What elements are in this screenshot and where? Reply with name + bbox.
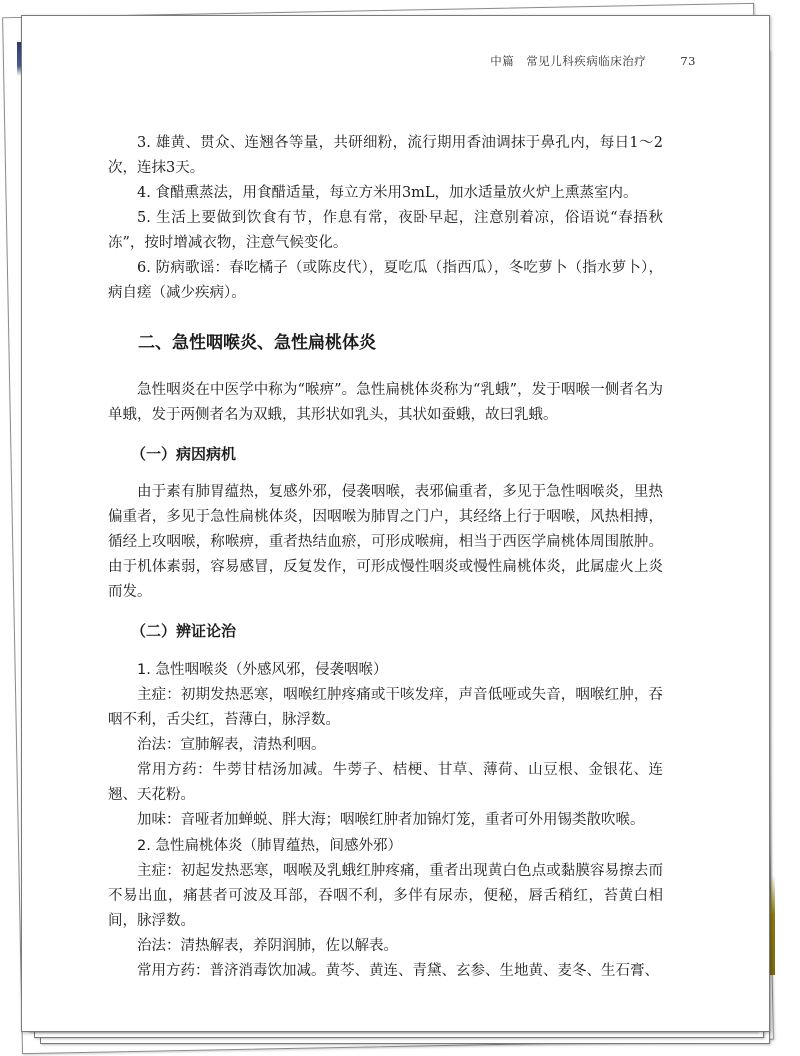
modification-text: 加味：音哑者加蝉蜕、胖大海；咽喉红肿者加锦灯笼，重者可外用锡类散吹喉。 bbox=[137, 812, 645, 828]
prevention-item-6: 6. 防病歌谣：春吃橘子（或陈皮代），夏吃瓜（指西瓜），冬吃萝卜（指水萝卜），病自瘥（减少疾病）。 bbox=[108, 260, 663, 301]
subsection-heading-treatment: （二）辨证论治 bbox=[131, 622, 237, 640]
prevention-item-5: 5. 生活上要做到饮食有节，作息有常，夜卧早起，注意别着凉，俗语说“春捂秋冻”，按时增减衣物，注意气候变化。 bbox=[108, 210, 663, 251]
prescription-text: 常用方药：牛蒡甘桔汤加减。牛蒡子、桔梗、甘草、薄荷、山豆根、金银花、连翘、天花粉。 bbox=[108, 762, 663, 803]
prevention-item-4: 4. 食醋熏蒸法，用食醋适量，每立方米用3mL，加水适量放火炉上熏蒸室内。 bbox=[137, 185, 638, 201]
prevention-item-3: 3. 雄黄、贯众、连翘各等量，共研细粉，流行期用香油调抹于鼻孔内，每日1～2次，连抹3天。 bbox=[108, 135, 663, 176]
book-page bbox=[21, 15, 770, 1032]
symptoms-text: 主症：初期发热恶寒，咽喉红肿疼痛或干咳发痒，声音低哑或失音，咽喉红肿，吞咽不利，舌尖红，苔薄白，脉浮数。 bbox=[108, 687, 663, 728]
etiology-text: 由于素有肺胃蕴热，复感外邪，侵袭咽喉，表邪偏重者，多见于急性咽喉炎，里热偏重者，多见于急性扁桃体炎，因咽喉为肺胃之门户，其经络上行于咽喉，风热相搏，循经上攻咽喉，称喉痹，重者热结血瘀，可形成喉痈，相当于西医学扁桃体周围脓肿。由于机体素弱，容易感冒，反复发作，可形成慢性咽炎或慢性扁桃体炎，此属虚火上炎而发。 bbox=[108, 484, 663, 600]
prescription-text: 常用方药：普济消毒饮加减。黄芩、黄连、青黛、玄参、生地黄、麦冬、生石膏、 bbox=[137, 963, 659, 979]
section-heading: 二、急性咽喉炎、急性扁桃体炎 bbox=[138, 333, 376, 353]
running-title: 中篇 常见儿科疾病临床治疗 bbox=[490, 54, 647, 68]
running-header bbox=[490, 53, 696, 69]
method-text: 治法：清热解表，养阴润肺，佐以解表。 bbox=[137, 938, 398, 954]
type-heading-pharyngitis: 1. 急性咽喉炎（外感风邪，侵袭咽喉） bbox=[137, 662, 388, 678]
section-intro: 急性咽炎在中医学中称为“喉痹”。急性扁桃体炎称为“乳蛾”，发于咽喉一侧者名为单蛾，发于两侧者名为双蛾，其形状如乳头，其状如蚕蛾，故曰乳蛾。 bbox=[108, 382, 663, 423]
page-body bbox=[108, 131, 663, 984]
page-number: 73 bbox=[680, 54, 696, 68]
type-heading-tonsillitis: 2. 急性扁桃体炎（肺胃蕴热，间感外邪） bbox=[137, 838, 402, 854]
method-text: 治法：宣肺解表，清热利咽。 bbox=[137, 737, 326, 753]
subsection-heading-etiology: （一）病因病机 bbox=[131, 445, 237, 463]
symptoms-text: 主症：初起发热恶寒，咽喉及乳蛾红肿疼痛，重者出现黄白色点或黏膜容易擦去而不易出血，痛甚者可波及耳部，吞咽不利，多伴有尿赤，便秘，唇舌稍红，苔黄白相间，脉浮数。 bbox=[108, 863, 663, 929]
